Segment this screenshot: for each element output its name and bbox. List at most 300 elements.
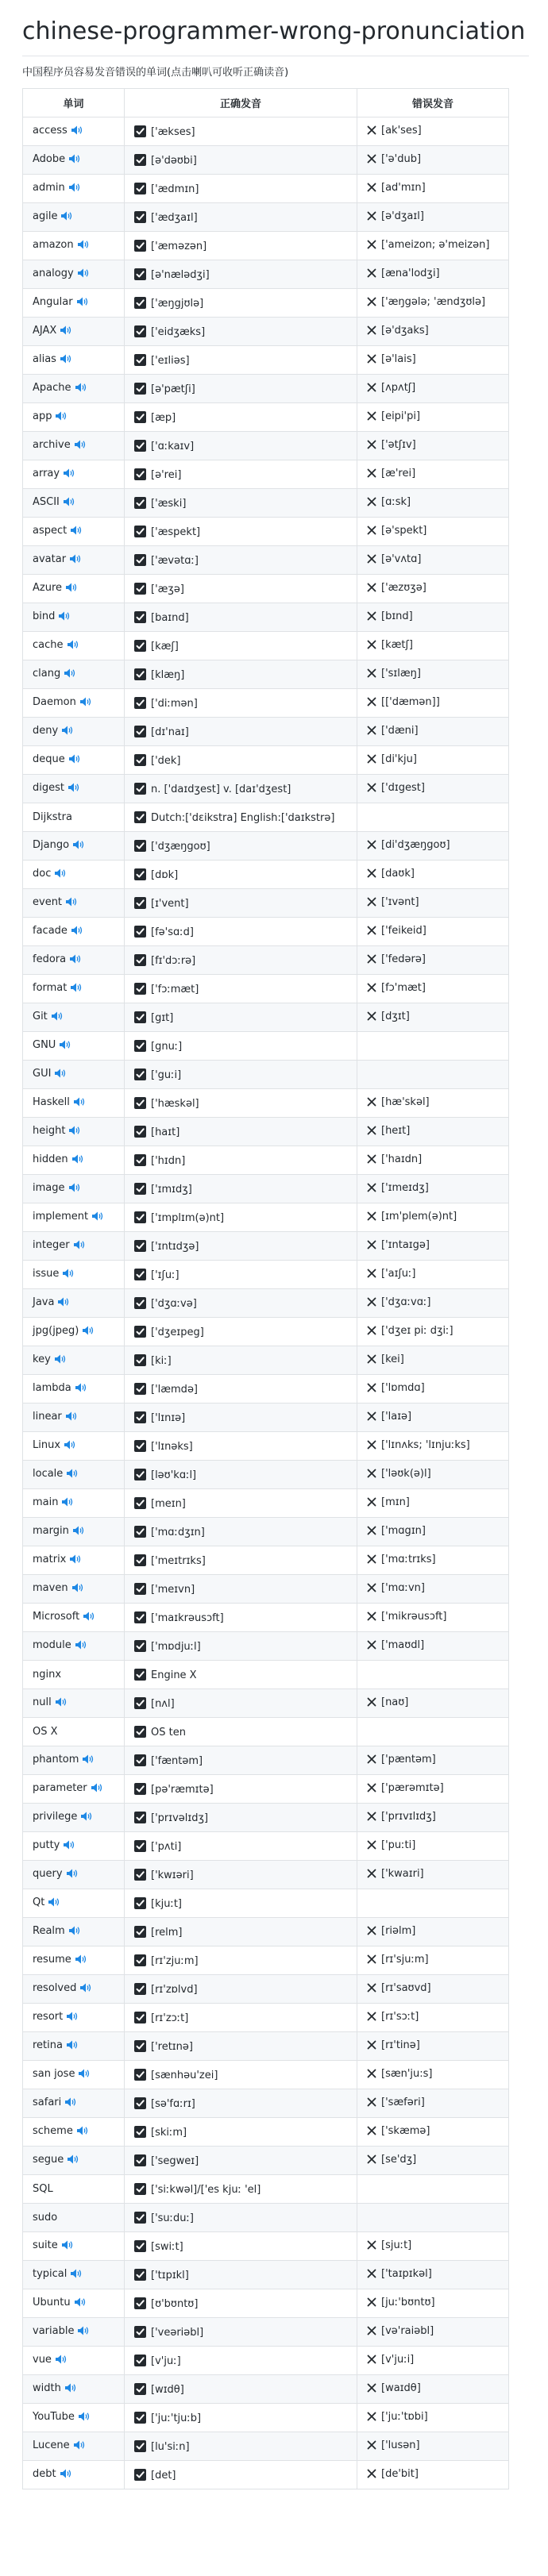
wrong-pronunciation-text: ['æzʊʒə] — [381, 582, 426, 594]
table-row — [23, 1346, 509, 1375]
correct-pronunciation-cell — [125, 1518, 357, 1546]
speaker-icon[interactable] — [65, 896, 78, 911]
word-cell — [23, 1632, 125, 1661]
cross-icon — [367, 1812, 376, 1824]
speaker-icon[interactable] — [64, 2097, 77, 2111]
wrong-pronunciation-text: [naʊ] — [381, 1696, 409, 1708]
wrong-pronunciation-cell — [357, 1261, 509, 1289]
word-label: digest — [33, 781, 64, 794]
wrong-pronunciation-text: ['dæni] — [381, 725, 419, 737]
word-cell — [23, 632, 125, 660]
correct-pronunciation-cell — [125, 1461, 357, 1489]
speaker-icon[interactable] — [73, 2439, 86, 2454]
speaker-icon[interactable] — [66, 2011, 79, 2025]
word-label: vue — [33, 2353, 52, 2366]
word-label: query — [33, 1867, 63, 1880]
check-icon — [134, 2126, 146, 2138]
table-row — [23, 1918, 509, 1946]
word-label: parameter — [33, 1781, 87, 1794]
wrong-pronunciation-cell — [357, 1146, 509, 1175]
table-row — [23, 1404, 509, 1432]
correct-pronunciation-cell — [125, 775, 357, 803]
speaker-icon[interactable] — [60, 2468, 72, 2482]
word-label: agile — [33, 210, 58, 222]
speaker-icon[interactable] — [82, 1325, 95, 1339]
speaker-icon[interactable] — [67, 2154, 79, 2168]
wrong-pronunciation-cell — [357, 2261, 509, 2289]
correct-pronunciation-cell — [125, 832, 357, 861]
check-icon — [134, 2440, 146, 2452]
wrong-pronunciation-cell — [357, 1889, 509, 1918]
cross-icon — [367, 125, 376, 138]
table-row — [23, 1604, 509, 1632]
table-row — [23, 1289, 509, 1318]
table-row — [23, 2032, 509, 2061]
speaker-icon[interactable] — [64, 1439, 76, 1454]
speaker-icon[interactable] — [54, 1353, 67, 1368]
cross-icon — [367, 2269, 376, 2281]
wrong-pronunciation-cell — [357, 1861, 509, 1889]
wrong-pronunciation-cell — [357, 1318, 509, 1346]
wrong-pronunciation-cell — [357, 946, 509, 975]
speaker-icon[interactable] — [69, 953, 82, 968]
check-icon — [134, 354, 146, 366]
wrong-pronunciation-text: [rɪ'sjuːm] — [381, 1954, 429, 1966]
correct-pronunciation-cell — [125, 2118, 357, 2147]
speaker-icon[interactable] — [77, 2325, 90, 2339]
speaker-icon[interactable] — [68, 782, 80, 796]
correct-pronunciation-cell — [125, 2204, 357, 2232]
word-cell — [23, 1318, 125, 1346]
cross-icon — [367, 2469, 376, 2482]
table-row — [23, 689, 509, 718]
word-cell — [23, 1861, 125, 1889]
wrong-pronunciation-cell — [357, 2375, 509, 2404]
word-cell — [23, 346, 125, 375]
speaker-icon[interactable] — [63, 1839, 75, 1854]
table-row — [23, 1889, 509, 1918]
correct-pronunciation-cell — [125, 1804, 357, 1832]
wrong-pronunciation-text: [ə'dʒaks] — [381, 325, 429, 337]
word-cell — [23, 2061, 125, 2089]
wrong-pronunciation-text: [di'kju] — [381, 753, 417, 765]
correct-pronunciation-cell — [125, 1832, 357, 1861]
wrong-pronunciation-text: ['juː'tɒbi] — [381, 2411, 428, 2423]
wrong-pronunciation-cell — [357, 1746, 509, 1775]
check-icon — [134, 1211, 146, 1223]
cross-icon — [367, 783, 376, 795]
correct-pronunciation-text: ['mɒdjuːl] — [151, 1640, 201, 1653]
table-row — [23, 460, 509, 489]
correct-pronunciation-text: [ə'dəʊbi] — [151, 154, 197, 167]
correct-pronunciation-cell — [125, 489, 357, 518]
cross-icon — [367, 1269, 376, 1281]
speaker-icon[interactable] — [71, 1153, 84, 1168]
cross-icon — [367, 1554, 376, 1567]
check-icon — [134, 1812, 146, 1823]
speaker-icon[interactable] — [55, 2354, 68, 2368]
cross-icon — [367, 1240, 376, 1253]
correct-pronunciation-cell — [125, 2232, 357, 2261]
cross-icon — [367, 868, 376, 881]
word-cell — [23, 1718, 125, 1746]
correct-pronunciation-text: [rɪ'zɔːt] — [151, 2012, 189, 2024]
correct-pronunciation-cell — [125, 1946, 357, 1975]
wrong-pronunciation-text: [fɔ'mæt] — [381, 982, 426, 994]
wrong-pronunciation-text: ['puːti] — [381, 1839, 416, 1851]
cross-icon — [367, 726, 376, 738]
speaker-icon[interactable] — [72, 839, 85, 853]
speaker-icon[interactable] — [59, 1039, 71, 1053]
speaker-icon[interactable] — [63, 496, 75, 510]
speaker-icon[interactable] — [64, 668, 76, 682]
wrong-pronunciation-cell — [357, 1546, 509, 1575]
correct-pronunciation-cell — [125, 603, 357, 632]
wrong-pronunciation-cell — [357, 718, 509, 746]
check-icon — [134, 2412, 146, 2424]
wrong-pronunciation-cell — [357, 489, 509, 518]
wrong-pronunciation-cell — [357, 1632, 509, 1661]
wrong-pronunciation-text: ['ɪntaɪgə] — [381, 1239, 430, 1251]
check-icon — [134, 1326, 146, 1338]
word-label: facade — [33, 924, 68, 937]
table-row — [23, 2061, 509, 2089]
check-icon — [134, 2212, 146, 2224]
speaker-icon[interactable] — [73, 1239, 86, 1253]
correct-pronunciation-text: [v'juː] — [151, 2355, 181, 2367]
table-row — [23, 1804, 509, 1832]
speaker-icon[interactable] — [75, 1954, 87, 1968]
speaker-icon[interactable] — [67, 639, 79, 653]
speaker-icon[interactable] — [83, 1611, 95, 1625]
word-cell — [23, 1032, 125, 1061]
wrong-pronunciation-cell — [357, 1604, 509, 1632]
speaker-icon[interactable] — [60, 210, 73, 225]
speaker-icon[interactable] — [78, 2068, 91, 2082]
cross-icon — [367, 1640, 376, 1653]
check-icon — [134, 211, 146, 223]
speaker-icon[interactable] — [77, 239, 90, 253]
wrong-pronunciation-cell — [357, 775, 509, 803]
word-label: height — [33, 1124, 66, 1137]
cross-icon — [367, 297, 376, 310]
speaker-icon[interactable] — [62, 1268, 75, 1282]
speaker-icon[interactable] — [76, 2125, 89, 2139]
table-row — [23, 346, 509, 375]
speaker-icon[interactable] — [54, 868, 67, 882]
speaker-icon[interactable] — [54, 1068, 67, 1082]
speaker-icon[interactable] — [65, 1411, 78, 1425]
check-icon — [134, 2297, 146, 2309]
correct-pronunciation-text: [ə'nælədʒi] — [151, 268, 210, 281]
speaker-icon[interactable] — [75, 1639, 87, 1654]
wrong-pronunciation-text: [sjuːt] — [381, 2239, 412, 2251]
word-label: san jose — [33, 2067, 75, 2080]
cross-icon — [367, 954, 376, 967]
wrong-pronunciation-text: ['haɪdn] — [381, 1153, 423, 1165]
check-icon — [134, 868, 146, 880]
speaker-icon[interactable] — [80, 1811, 93, 1825]
speaker-icon[interactable] — [63, 468, 75, 482]
cross-icon — [367, 1440, 376, 1453]
wrong-pronunciation-cell — [357, 1918, 509, 1946]
check-icon — [134, 1469, 146, 1481]
check-icon — [134, 697, 146, 709]
speaker-icon[interactable] — [76, 296, 89, 310]
correct-pronunciation-text: ['lɪnɪə] — [151, 1411, 186, 1424]
correct-pronunciation-text: ['ædʒaɪl] — [151, 211, 198, 224]
correct-pronunciation-cell — [125, 117, 357, 146]
wrong-pronunciation-cell — [357, 1032, 509, 1061]
speaker-icon[interactable] — [78, 2411, 91, 2425]
word-label: Lucene — [33, 2439, 70, 2451]
word-cell — [23, 1661, 125, 1689]
correct-pronunciation-cell — [125, 2461, 357, 2489]
speaker-icon[interactable] — [61, 1496, 74, 1511]
wrong-pronunciation-cell — [357, 346, 509, 375]
cross-icon — [367, 497, 376, 510]
wrong-pronunciation-cell — [357, 460, 509, 489]
word-label: Linux — [33, 1438, 61, 1451]
word-label: privilege — [33, 1810, 78, 1823]
correct-pronunciation-text: [pə'ræmɪtə] — [151, 1783, 214, 1796]
correct-pronunciation-cell — [125, 1775, 357, 1804]
word-cell — [23, 1546, 125, 1575]
word-label: Realm — [33, 1924, 65, 1937]
word-cell — [23, 861, 125, 889]
check-icon — [134, 1069, 146, 1080]
word-label: AJAX — [33, 324, 57, 337]
wrong-pronunciation-cell — [357, 403, 509, 432]
table-row — [23, 1061, 509, 1089]
word-cell — [23, 2347, 125, 2375]
header-word: 单词 — [23, 89, 125, 117]
word-cell — [23, 1775, 125, 1804]
word-cell — [23, 775, 125, 803]
speaker-icon[interactable] — [60, 325, 72, 339]
check-icon — [134, 154, 146, 166]
table-row — [23, 2147, 509, 2175]
check-icon — [134, 1126, 146, 1138]
word-label: YouTube — [33, 2410, 75, 2423]
correct-pronunciation-text: [swiːt] — [151, 2240, 183, 2253]
wrong-pronunciation-text: ['pærəmɪtə] — [381, 1782, 444, 1794]
speaker-icon[interactable] — [74, 439, 87, 453]
table-row — [23, 1832, 509, 1861]
speaker-icon[interactable] — [91, 1211, 104, 1225]
speaker-icon[interactable] — [48, 1896, 60, 1911]
check-icon — [134, 1269, 146, 1280]
speaker-icon[interactable] — [91, 1782, 103, 1796]
wrong-pronunciation-text: [de'bit] — [381, 2468, 419, 2480]
speaker-icon[interactable] — [75, 382, 87, 396]
cross-icon — [367, 1297, 376, 1310]
word-cell — [23, 117, 125, 146]
wrong-pronunciation-text: [riəlm] — [381, 1925, 416, 1937]
word-cell — [23, 2089, 125, 2118]
table-row — [23, 2432, 509, 2461]
correct-pronunciation-cell — [125, 1975, 357, 2004]
correct-pronunciation-text: ['ædmɪn] — [151, 183, 199, 195]
speaker-icon[interactable] — [66, 2039, 79, 2054]
correct-pronunciation-text: [fə'sɑːd] — [151, 926, 194, 938]
speaker-icon[interactable] — [71, 125, 83, 139]
speaker-icon[interactable] — [65, 582, 78, 596]
correct-pronunciation-text: ['æŋgjʊlə] — [151, 297, 204, 310]
check-icon — [134, 2240, 146, 2252]
speaker-icon[interactable] — [70, 2268, 83, 2282]
speaker-icon[interactable] — [70, 525, 83, 539]
correct-pronunciation-cell — [125, 1689, 357, 1718]
word-cell — [23, 2461, 125, 2489]
table-row — [23, 718, 509, 746]
wrong-pronunciation-text: ['dʒeɪ piː dʒiː] — [381, 1325, 453, 1337]
wrong-pronunciation-text: ['dɪgest] — [381, 782, 425, 794]
correct-pronunciation-cell — [125, 2375, 357, 2404]
cross-icon — [367, 240, 376, 252]
speaker-icon[interactable] — [82, 1754, 95, 1768]
word-cell — [23, 1889, 125, 1918]
speaker-icon[interactable] — [55, 1696, 68, 1711]
check-icon — [134, 468, 146, 480]
correct-pronunciation-cell — [125, 1232, 357, 1261]
word-label: lambda — [33, 1381, 71, 1394]
cross-icon — [367, 1583, 376, 1596]
speaker-icon[interactable] — [64, 2382, 77, 2397]
speaker-icon[interactable] — [74, 2297, 87, 2311]
check-icon — [134, 526, 146, 537]
speaker-icon[interactable] — [72, 1525, 85, 1539]
speaker-icon[interactable] — [61, 2239, 74, 2254]
speaker-icon[interactable] — [66, 1868, 79, 1882]
word-cell — [23, 975, 125, 1003]
table-row — [23, 203, 509, 232]
speaker-icon[interactable] — [58, 610, 71, 625]
speaker-icon[interactable] — [66, 1468, 79, 1482]
word-cell — [23, 1003, 125, 1032]
word-cell — [23, 689, 125, 718]
correct-pronunciation-cell — [125, 1746, 357, 1775]
cross-icon — [367, 983, 376, 995]
table-row — [23, 1575, 509, 1604]
wrong-pronunciation-text: ['lɪnʌks; 'lɪnjuːks] — [381, 1439, 470, 1451]
speaker-icon[interactable] — [57, 1296, 70, 1311]
word-cell — [23, 2232, 125, 2261]
wrong-pronunciation-cell — [357, 1975, 509, 2004]
check-icon — [134, 811, 146, 823]
speaker-icon[interactable] — [79, 696, 92, 710]
speaker-icon[interactable] — [73, 1096, 86, 1111]
word-label: locale — [33, 1467, 64, 1480]
wrong-pronunciation-text: ['ə'dub] — [381, 153, 422, 165]
table-body — [23, 117, 509, 2489]
speaker-icon[interactable] — [77, 268, 90, 282]
speaker-icon[interactable] — [68, 1182, 81, 1196]
speaker-icon[interactable] — [68, 753, 81, 768]
table-row — [23, 861, 509, 889]
speaker-icon[interactable] — [68, 1925, 81, 1939]
table-row — [23, 2375, 509, 2404]
word-cell — [23, 1375, 125, 1404]
check-icon — [134, 1783, 146, 1795]
wrong-pronunciation-text: ['ləʊk(ə)l] — [381, 1468, 431, 1480]
correct-pronunciation-cell — [125, 1546, 357, 1575]
check-icon — [134, 1726, 146, 1738]
speaker-icon[interactable] — [79, 1982, 92, 1996]
table-row — [23, 375, 509, 403]
correct-pronunciation-text: ['meɪvn] — [151, 1583, 195, 1596]
speaker-icon[interactable] — [51, 1011, 64, 1025]
word-cell — [23, 2318, 125, 2347]
table-row — [23, 1118, 509, 1146]
correct-pronunciation-cell — [125, 1918, 357, 1946]
wrong-pronunciation-cell — [357, 260, 509, 289]
speaker-icon[interactable] — [68, 182, 81, 196]
wrong-pronunciation-cell — [357, 1118, 509, 1146]
word-cell — [23, 403, 125, 432]
speaker-icon[interactable] — [55, 410, 68, 425]
word-label: cache — [33, 638, 64, 651]
wrong-pronunciation-text: ['sæfəri] — [381, 2097, 425, 2108]
correct-pronunciation-text: [klæŋ] — [151, 668, 185, 681]
wrong-pronunciation-text: [bɪnd] — [381, 610, 413, 622]
speaker-icon[interactable] — [69, 1554, 82, 1568]
word-cell — [23, 1689, 125, 1718]
correct-pronunciation-text: [haɪt] — [151, 1126, 180, 1138]
table-row — [23, 2261, 509, 2289]
speaker-icon[interactable] — [75, 1382, 87, 1396]
correct-pronunciation-text: ['suːduː] — [151, 2212, 194, 2224]
table-row — [23, 832, 509, 861]
check-icon — [134, 183, 146, 194]
word-label: safari — [33, 2096, 62, 2108]
word-cell — [23, 803, 125, 832]
word-label: Ubuntu — [33, 2296, 71, 2308]
check-icon — [134, 325, 146, 337]
speaker-icon[interactable] — [61, 725, 74, 739]
speaker-icon[interactable] — [70, 982, 83, 996]
word-cell — [23, 1346, 125, 1375]
correct-pronunciation-text: ['kwɪəri] — [151, 1869, 194, 1881]
speaker-icon[interactable] — [60, 353, 72, 368]
speaker-icon[interactable] — [71, 925, 83, 939]
correct-pronunciation-cell — [125, 1032, 357, 1061]
speaker-icon[interactable] — [68, 1125, 81, 1139]
correct-pronunciation-text: [gɪt] — [151, 1011, 174, 1024]
correct-pronunciation-cell — [125, 2032, 357, 2061]
wrong-pronunciation-cell — [357, 832, 509, 861]
word-label: phantom — [33, 1753, 79, 1765]
check-icon — [134, 1097, 146, 1109]
check-icon — [134, 1411, 146, 1423]
cross-icon — [367, 1097, 376, 1110]
wrong-pronunciation-text: ['ɪvənt] — [381, 896, 419, 908]
wrong-pronunciation-text: [rɪ'tinə] — [381, 2039, 420, 2051]
speaker-icon[interactable] — [71, 1582, 84, 1596]
correct-pronunciation-text: ['dʒæŋgoʊ] — [151, 840, 210, 853]
word-cell — [23, 375, 125, 403]
cross-icon — [367, 2126, 376, 2139]
wrong-pronunciation-text: ['fedərə] — [381, 953, 426, 965]
word-cell — [23, 203, 125, 232]
speaker-icon[interactable] — [68, 153, 81, 167]
correct-pronunciation-text: Dutch:['dɛikstra] English:['daɪkstrə] — [151, 811, 335, 824]
wrong-pronunciation-text: [ə'spekt] — [381, 525, 427, 537]
cross-icon — [367, 1469, 376, 1481]
wrong-pronunciation-cell — [357, 1404, 509, 1432]
speaker-icon[interactable] — [69, 553, 82, 568]
wrong-pronunciation-text: [mɪn] — [381, 1496, 410, 1508]
